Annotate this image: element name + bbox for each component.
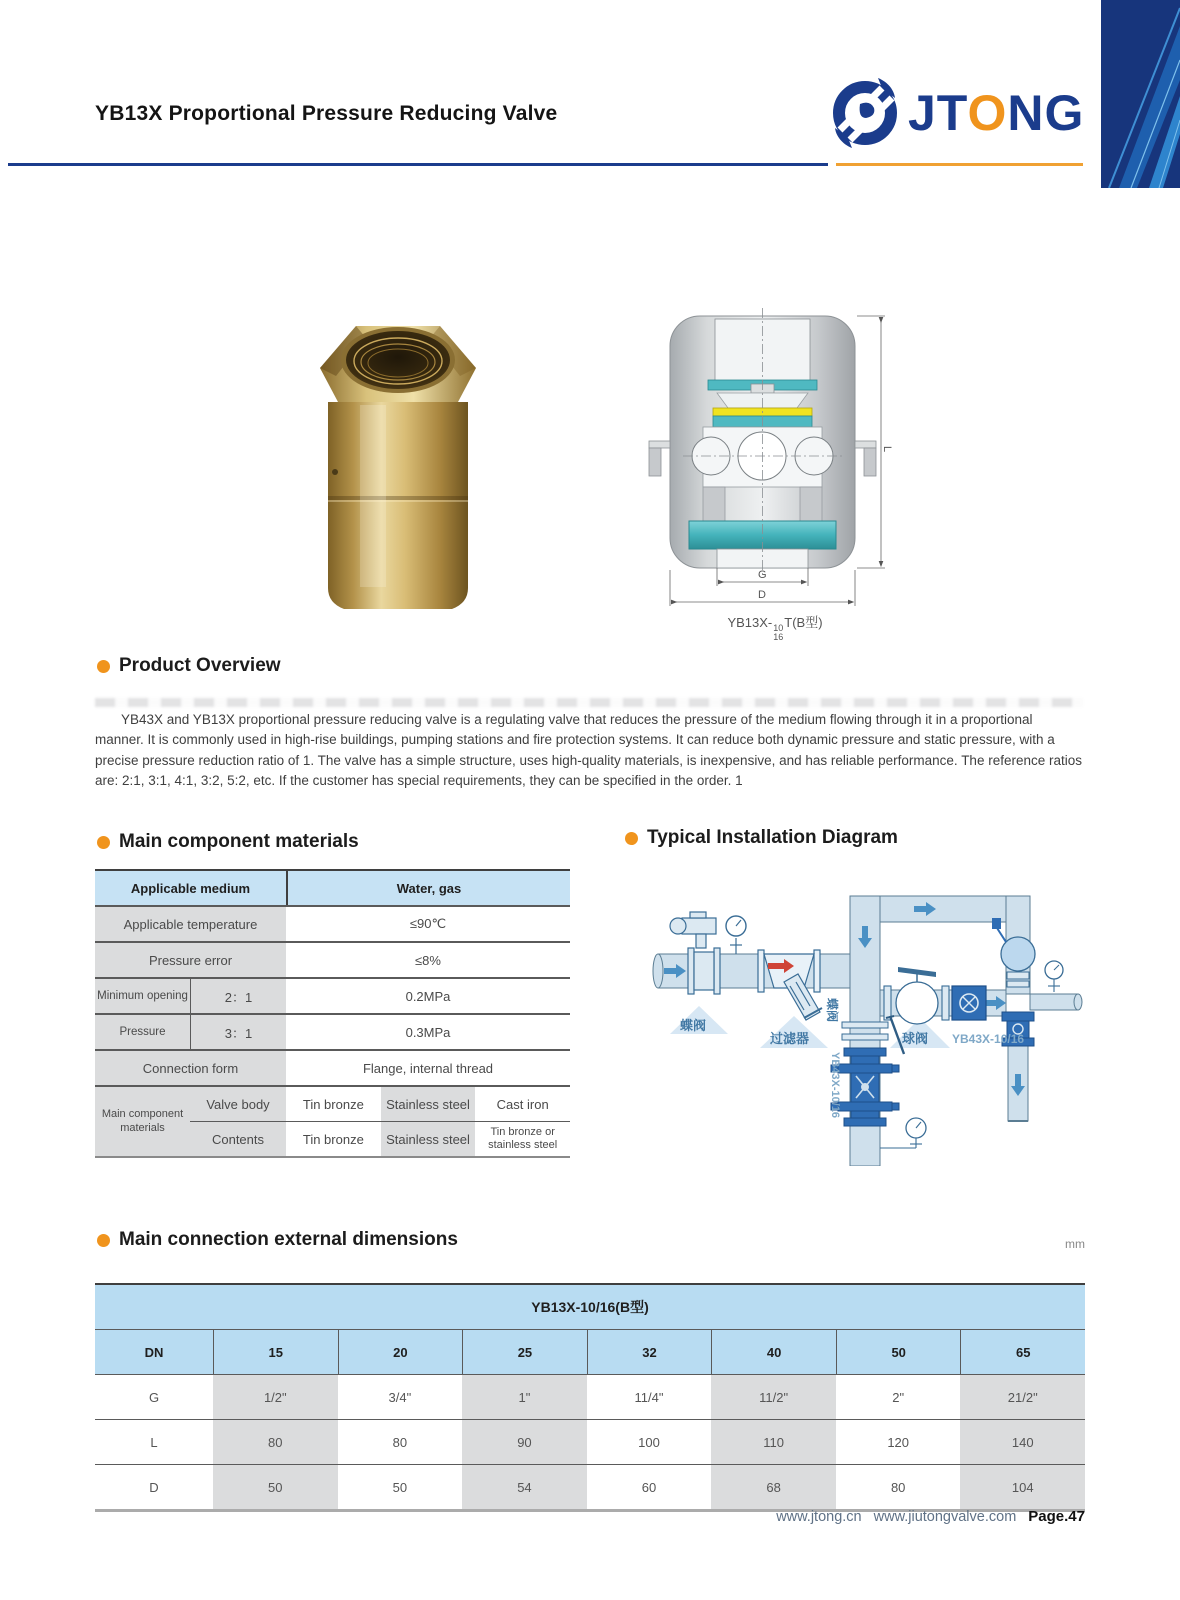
table-cell: 11/4" (634, 1389, 664, 1405)
table-row (95, 1015, 570, 1051)
caption-denominator: 16 (773, 632, 784, 643)
table-cell: Tin bronze or stainless steel (475, 1122, 570, 1156)
table-cell: 120 (887, 1434, 910, 1450)
orange-bullet-icon (97, 660, 110, 673)
table-row (95, 871, 570, 907)
table-cell: 15 (213, 1330, 338, 1374)
table-cell: Pressure error (95, 943, 286, 977)
table-cell: 1" (462, 1375, 587, 1419)
label-butterfly-valve-vertical: 蝶阀 (825, 998, 839, 1023)
table-cell: DN (144, 1344, 164, 1360)
overview-paragraph: YB43X and YB13X proportional pressure reducing valve is a regulating valve that reduces the pressure of the medium flowing through it in a proportional manner. It is commonly used in high-rise buildings, pumping stations and fire protection systems. It can reduce both dynamic pressure and static pressure, with a precise pressure reduction ratio of 1. The valve has a simple structure, uses high-quality materials, is inexpensive, and has reliable performance. The reference ratios are: 2:1, 3:1, 4:1, 3:2, 5:2, etc. If the customer has special requirements, they can be specified in the order. 1 (95, 712, 1082, 788)
table-model-band: YB13X-10/16(B型) (95, 1285, 1085, 1330)
table-cell: ≤90℃ (286, 907, 570, 941)
brand-wordmark (908, 85, 1085, 141)
table-header-row (95, 1330, 1085, 1375)
table-cell: Tin bronze (286, 1087, 381, 1121)
table-cell: 0.2MPa (286, 979, 570, 1013)
table-cell: 100 (638, 1434, 660, 1450)
technical-drawing (645, 308, 895, 608)
table-cell: 140 (960, 1420, 1085, 1464)
caption-prefix: YB13X- (727, 615, 773, 630)
brand-part: JT (908, 85, 968, 141)
table-cell: 50 (836, 1330, 961, 1374)
table-cell: Connection form (95, 1051, 286, 1085)
section-product-overview (97, 655, 281, 677)
brand-part: NG (1007, 85, 1085, 141)
pressure-gauge-icon (1045, 961, 1063, 992)
brand-logo (830, 74, 1084, 152)
table-row (95, 1420, 1085, 1465)
table-cell: 20 (338, 1330, 463, 1374)
page-title: YB13X Proportional Pressure Reducing Valve (95, 102, 558, 125)
dimensions-table (95, 1283, 1085, 1512)
table-cell: Minimum opening (95, 979, 190, 1013)
table-cell: 68 (711, 1465, 836, 1509)
table-cell: 80 (392, 1434, 408, 1450)
table-cell: Water, gas (286, 871, 570, 905)
orange-bullet-icon (625, 832, 638, 845)
table-cell: Pressure (95, 1015, 190, 1049)
table-cell: 11/2" (711, 1375, 836, 1419)
caption-numerator: 10 (773, 623, 784, 633)
valve-body (328, 402, 468, 609)
orange-bullet-icon (97, 836, 110, 849)
section-dimensions (97, 1229, 458, 1251)
jtong-swirl-icon (830, 74, 900, 152)
label-reducing-valve: YB43X-10/16 (952, 1032, 1025, 1046)
footer-url-jtong[interactable]: www.jtong.cn (776, 1509, 862, 1525)
table-cell: 80 (890, 1479, 906, 1495)
watermark-strip (95, 698, 1083, 707)
table-cell: Flange, internal thread (286, 1051, 570, 1085)
table-cell: 104 (960, 1465, 1085, 1509)
reducing-valve-icon (952, 986, 986, 1020)
orange-bullet-icon (97, 1234, 110, 1247)
table-cell: Applicable medium (95, 871, 286, 905)
header-divider-blue (8, 163, 828, 166)
table-row (95, 1375, 1085, 1420)
unit-label: mm (1065, 1237, 1085, 1251)
section-materials (97, 831, 359, 853)
table-cell: 1/2" (213, 1375, 338, 1419)
pressure-gauge-icon (726, 916, 746, 954)
footer-url-jiutongvalve[interactable]: www.jiutongvalve.com (873, 1509, 1017, 1525)
table-cell: 54 (462, 1465, 587, 1509)
table-cell: 2" (892, 1389, 905, 1405)
table-cell: Cast iron (475, 1087, 570, 1121)
table-cell: ≤8% (286, 943, 570, 977)
pressure-gauge-icon (880, 1118, 926, 1148)
table-row (190, 1122, 570, 1156)
table-row (95, 1465, 1085, 1512)
table-cell: 3/4" (388, 1389, 412, 1405)
caption-suffix: T(B型) (784, 615, 823, 630)
section-heading: Typical Installation Diagram (647, 827, 898, 848)
table-row-group (95, 1087, 570, 1158)
table-row (95, 943, 570, 979)
table-row (95, 1051, 570, 1087)
page-footer (0, 1508, 1085, 1525)
table-cell: Stainless steel (381, 1087, 476, 1121)
table-cell: Stainless steel (381, 1122, 476, 1156)
section-heading: Product Overview (119, 655, 281, 676)
table-cell: L (150, 1434, 158, 1450)
product-photo-brass-valve (308, 310, 488, 615)
table-cell: G (148, 1389, 160, 1405)
corner-banner (1101, 0, 1180, 188)
table-cell: 50 (213, 1465, 338, 1509)
header-divider-orange (836, 163, 1083, 166)
table-cell: 60 (641, 1479, 657, 1495)
section-installation (625, 827, 898, 849)
label-relief-valve-vertical: YB43X-10/16 (829, 1052, 841, 1119)
table-cell: 110 (711, 1420, 836, 1464)
table-cell: 2：1 (190, 979, 286, 1013)
drawing-caption (650, 612, 900, 643)
table-cell: 0.3MPa (286, 1015, 570, 1049)
dim-label-d: D (758, 589, 766, 601)
section-heading: Main component materials (119, 831, 359, 852)
caption-fraction (773, 624, 783, 643)
table-cell: Valve body (190, 1087, 286, 1121)
table-row (95, 907, 570, 943)
table-row (190, 1087, 570, 1122)
page-number: Page.47 (1028, 1508, 1085, 1525)
table-row (95, 979, 570, 1015)
table-cell: 32 (587, 1330, 712, 1374)
label-strainer: 过滤器 (770, 1031, 810, 1046)
section-heading: Main connection external dimensions (119, 1229, 458, 1250)
table-cell: Tin bronze (286, 1122, 381, 1156)
table-cell: 3：1 (190, 1015, 286, 1049)
table-cell: 80 (213, 1420, 338, 1464)
table-cell: 40 (711, 1330, 836, 1374)
table-cell: Applicable temperature (95, 907, 286, 941)
installation-diagram (618, 866, 1100, 1166)
materials-table (95, 869, 570, 1158)
table-cell: D (149, 1479, 159, 1495)
table-cell: 25 (462, 1330, 587, 1374)
dim-label-l: L (881, 446, 893, 453)
table-cell: 90 (462, 1420, 587, 1464)
dim-label-g: G (758, 569, 767, 581)
label-butterfly-valve: 蝶阀 (680, 1018, 707, 1033)
table-cell: Main component materials (95, 1087, 190, 1156)
label-ball-valve: 球阀 (902, 1031, 929, 1046)
table-cell: 65 (960, 1330, 1085, 1374)
brand-part-o: O (967, 85, 1008, 141)
table-cell: Contents (190, 1122, 286, 1156)
table-cell: 50 (392, 1479, 408, 1495)
table-cell: 21/2" (960, 1375, 1085, 1419)
